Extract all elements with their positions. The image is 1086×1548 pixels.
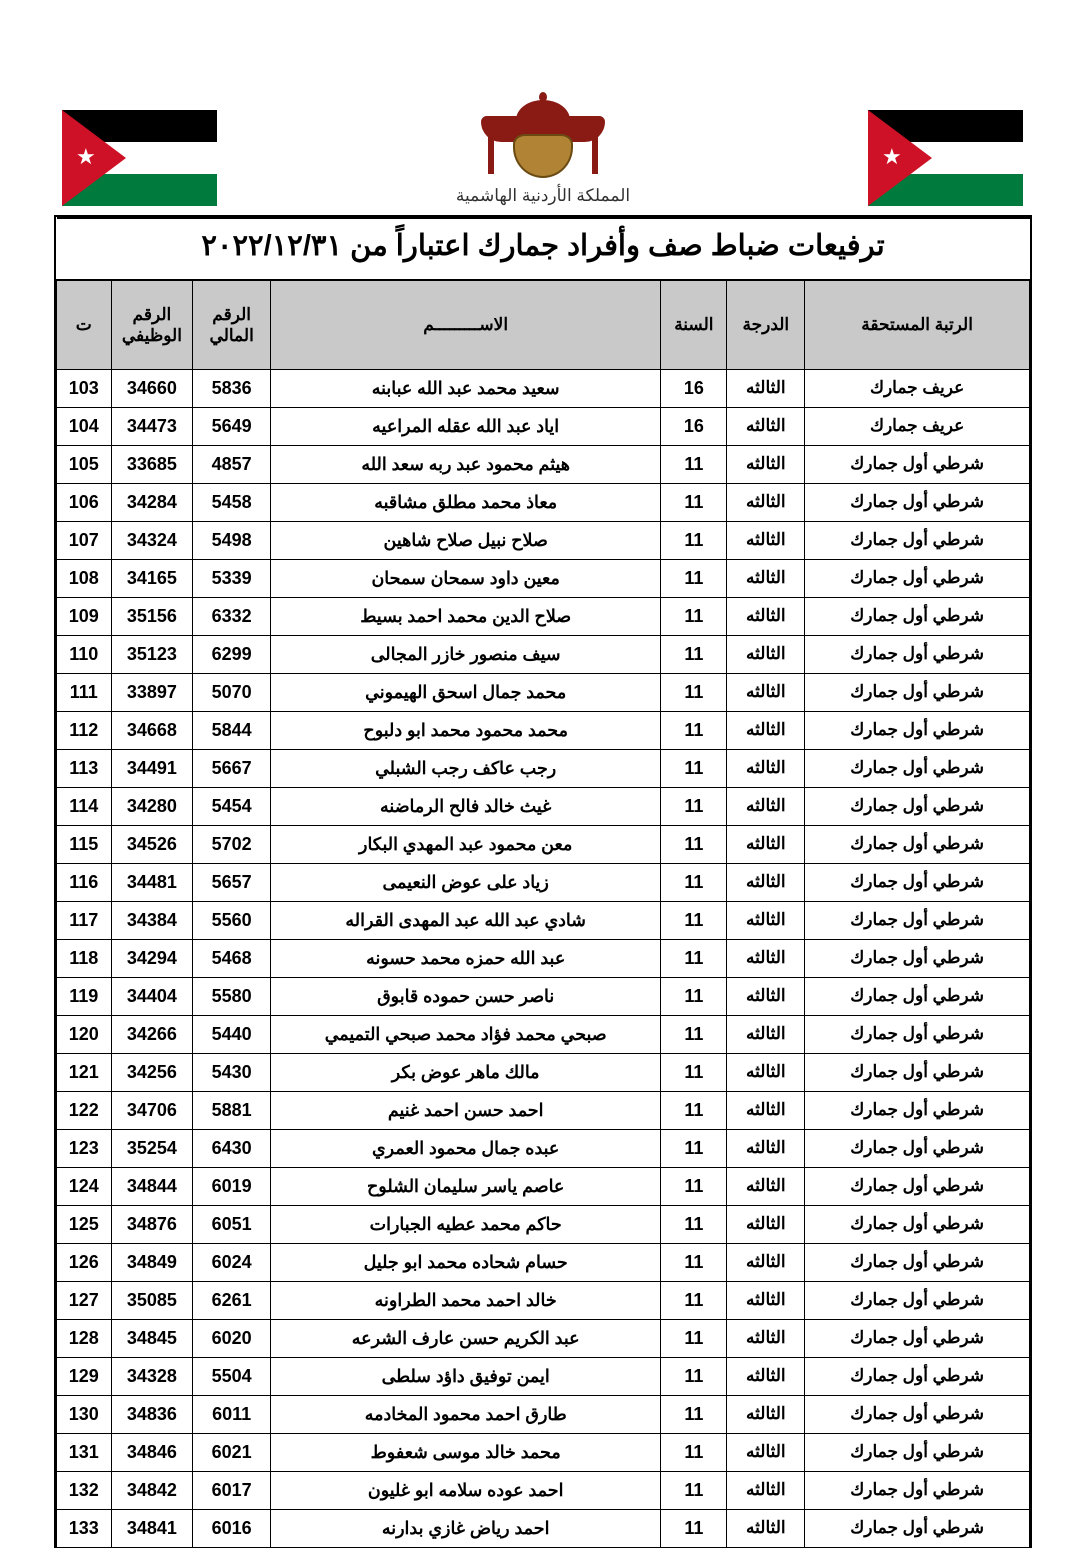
cell-rank: شرطي أول جمارك (805, 636, 1030, 674)
cell-job-number: 34668 (111, 712, 193, 750)
cell-index: 126 (57, 1244, 112, 1282)
cell-name: ايمن توفيق داؤد سلطى (271, 1358, 661, 1396)
column-header-index: ت (57, 280, 112, 370)
cell-financial-number: 6020 (193, 1320, 271, 1358)
cell-index: 114 (57, 788, 112, 826)
cell-financial-number: 6016 (193, 1510, 271, 1548)
cell-name: حسام شحاده محمد ابو جليل (271, 1244, 661, 1282)
cell-grade: الثالثه (727, 560, 805, 598)
cell-job-number: 34481 (111, 864, 193, 902)
cell-index: 107 (57, 522, 112, 560)
cell-grade: الثالثه (727, 408, 805, 446)
cell-grade: الثالثه (727, 522, 805, 560)
cell-grade: الثالثه (727, 636, 805, 674)
cell-job-number: 34328 (111, 1358, 193, 1396)
cell-index: 116 (57, 864, 112, 902)
table-body (57, 370, 1030, 1548)
column-header-name: الاســـــــــم (271, 280, 661, 370)
cell-grade: الثالثه (727, 1510, 805, 1548)
cell-rank: شرطي أول جمارك (805, 1510, 1030, 1548)
cell-job-number: 34473 (111, 408, 193, 446)
table-row (57, 1244, 1030, 1282)
cell-name: غيث خالد فالح الرماضنه (271, 788, 661, 826)
cell-financial-number: 5440 (193, 1016, 271, 1054)
cell-job-number: 34404 (111, 978, 193, 1016)
cell-index: 103 (57, 370, 112, 408)
cell-name: احمد عوده سلامه ابو غليون (271, 1472, 661, 1510)
cell-financial-number: 6051 (193, 1206, 271, 1244)
cell-grade: الثالثه (727, 484, 805, 522)
cell-name: طارق احمد محمود المخادمه (271, 1396, 661, 1434)
table-row (57, 940, 1030, 978)
emblem-script-text: المملكة الأردنية الهاشمية (455, 186, 631, 205)
cell-job-number: 33897 (111, 674, 193, 712)
cell-financial-number: 5070 (193, 674, 271, 712)
cell-job-number: 34266 (111, 1016, 193, 1054)
cell-rank: شرطي أول جمارك (805, 484, 1030, 522)
cell-year: 11 (661, 484, 727, 522)
cell-rank: شرطي أول جمارك (805, 1054, 1030, 1092)
table-row (57, 1396, 1030, 1434)
cell-financial-number: 5504 (193, 1358, 271, 1396)
flag-star-icon: ★ (882, 144, 902, 169)
cell-year: 11 (661, 712, 727, 750)
cell-year: 11 (661, 1282, 727, 1320)
column-header-grade: الدرجة (727, 280, 805, 370)
cell-year: 11 (661, 1244, 727, 1282)
cell-job-number: 35123 (111, 636, 193, 674)
shield-icon (513, 134, 573, 178)
cell-year: 16 (661, 408, 727, 446)
cell-index: 111 (57, 674, 112, 712)
cell-year: 16 (661, 370, 727, 408)
cell-grade: الثالثه (727, 1358, 805, 1396)
cell-rank: شرطي أول جمارك (805, 1092, 1030, 1130)
cell-rank: شرطي أول جمارك (805, 1282, 1030, 1320)
table-row (57, 902, 1030, 940)
cell-name: معاذ محمد مطلق مشاقبه (271, 484, 661, 522)
cell-grade: الثالثه (727, 370, 805, 408)
cell-index: 106 (57, 484, 112, 522)
cell-job-number: 34706 (111, 1092, 193, 1130)
cell-index: 132 (57, 1472, 112, 1510)
cell-year: 11 (661, 598, 727, 636)
cell-index: 115 (57, 826, 112, 864)
cell-index: 118 (57, 940, 112, 978)
cell-year: 11 (661, 1358, 727, 1396)
table-row (57, 1168, 1030, 1206)
table-row (57, 1282, 1030, 1320)
cell-grade: الثالثه (727, 1320, 805, 1358)
cell-year: 11 (661, 864, 727, 902)
cell-index: 127 (57, 1282, 112, 1320)
cell-name: رجب عاكف رجب الشبلي (271, 750, 661, 788)
table-row (57, 1130, 1030, 1168)
cell-job-number: 35254 (111, 1130, 193, 1168)
cell-job-number: 34846 (111, 1434, 193, 1472)
cell-year: 11 (661, 674, 727, 712)
cell-year: 11 (661, 446, 727, 484)
cell-rank: شرطي أول جمارك (805, 712, 1030, 750)
cell-grade: الثالثه (727, 1244, 805, 1282)
table-row (57, 826, 1030, 864)
cell-rank: شرطي أول جمارك (805, 788, 1030, 826)
cell-year: 11 (661, 1510, 727, 1548)
royal-emblem (438, 100, 648, 206)
table-row (57, 636, 1030, 674)
promotions-table (56, 217, 1030, 1548)
table-row (57, 750, 1030, 788)
table-row (57, 674, 1030, 712)
cell-rank: شرطي أول جمارك (805, 1472, 1030, 1510)
table-row (57, 864, 1030, 902)
column-header-year: السنة (661, 280, 727, 370)
cell-year: 11 (661, 1054, 727, 1092)
cell-rank: شرطي أول جمارك (805, 1396, 1030, 1434)
promotions-table-container (54, 215, 1032, 1548)
cell-index: 119 (57, 978, 112, 1016)
table-row (57, 712, 1030, 750)
cell-name: سعيد محمد عبد الله عبابنه (271, 370, 661, 408)
cell-financial-number: 5836 (193, 370, 271, 408)
cell-financial-number: 4857 (193, 446, 271, 484)
cell-financial-number: 5498 (193, 522, 271, 560)
table-row (57, 1472, 1030, 1510)
table-row (57, 1054, 1030, 1092)
cell-financial-number: 5881 (193, 1092, 271, 1130)
table-row (57, 1358, 1030, 1396)
cell-financial-number: 5667 (193, 750, 271, 788)
table-row (57, 484, 1030, 522)
cell-name: اياد عبد الله عقله المراعيه (271, 408, 661, 446)
cell-job-number: 34256 (111, 1054, 193, 1092)
cell-rank: شرطي أول جمارك (805, 674, 1030, 712)
cell-name: شادي عبد الله عبد المهدى القراله (271, 902, 661, 940)
cell-grade: الثالثه (727, 712, 805, 750)
jordan-flag-left-icon (62, 110, 217, 206)
cell-index: 112 (57, 712, 112, 750)
cell-name: عبد الله حمزه محمد حسونه (271, 940, 661, 978)
table-row (57, 1016, 1030, 1054)
cell-index: 125 (57, 1206, 112, 1244)
cell-rank: شرطي أول جمارك (805, 1244, 1030, 1282)
cell-grade: الثالثه (727, 750, 805, 788)
cell-financial-number: 5702 (193, 826, 271, 864)
cell-rank: شرطي أول جمارك (805, 826, 1030, 864)
cell-index: 131 (57, 1434, 112, 1472)
cell-grade: الثالثه (727, 598, 805, 636)
cell-grade: الثالثه (727, 1396, 805, 1434)
cell-year: 11 (661, 902, 727, 940)
document-title-row (57, 218, 1030, 280)
cell-job-number: 34842 (111, 1472, 193, 1510)
cell-financial-number: 5580 (193, 978, 271, 1016)
cell-name: صلاح الدين محمد احمد بسيط (271, 598, 661, 636)
cell-job-number: 35156 (111, 598, 193, 636)
cell-rank: شرطي أول جمارك (805, 864, 1030, 902)
cell-financial-number: 5468 (193, 940, 271, 978)
cell-year: 11 (661, 978, 727, 1016)
cell-name: سيف منصور خازر المجالى (271, 636, 661, 674)
cell-grade: الثالثه (727, 674, 805, 712)
cell-year: 11 (661, 636, 727, 674)
cell-grade: الثالثه (727, 788, 805, 826)
cell-index: 117 (57, 902, 112, 940)
column-header-financial-number: الرقم المالي (193, 280, 271, 370)
table-row (57, 370, 1030, 408)
cell-name: محمد محمود محمد ابو دلبوح (271, 712, 661, 750)
cell-year: 11 (661, 1396, 727, 1434)
cell-grade: الثالثه (727, 1434, 805, 1472)
cell-grade: الثالثه (727, 1472, 805, 1510)
cell-year: 11 (661, 1168, 727, 1206)
cell-job-number: 34324 (111, 522, 193, 560)
cell-name: عبده جمال محمود العمري (271, 1130, 661, 1168)
cell-job-number: 34165 (111, 560, 193, 598)
cell-year: 11 (661, 826, 727, 864)
flag-star-icon: ★ (76, 144, 96, 169)
cell-index: 129 (57, 1358, 112, 1396)
cell-grade: الثالثه (727, 1130, 805, 1168)
cell-grade: الثالثه (727, 1282, 805, 1320)
cell-rank: شرطي أول جمارك (805, 978, 1030, 1016)
cell-financial-number: 5657 (193, 864, 271, 902)
table-row (57, 408, 1030, 446)
cell-rank: شرطي أول جمارك (805, 1434, 1030, 1472)
cell-year: 11 (661, 1016, 727, 1054)
cell-name: هيثم محمود عبد ربه سعد الله (271, 446, 661, 484)
cell-rank: شرطي أول جمارك (805, 902, 1030, 940)
cell-index: 109 (57, 598, 112, 636)
cell-job-number: 34660 (111, 370, 193, 408)
cell-rank: شرطي أول جمارك (805, 1358, 1030, 1396)
table-row (57, 522, 1030, 560)
cell-financial-number: 6011 (193, 1396, 271, 1434)
cell-grade: الثالثه (727, 940, 805, 978)
cell-name: صبحي محمد فؤاد محمد صبحي التميمي (271, 1016, 661, 1054)
cell-financial-number: 6019 (193, 1168, 271, 1206)
cell-grade: الثالثه (727, 1206, 805, 1244)
cell-grade: الثالثه (727, 446, 805, 484)
cell-grade: الثالثه (727, 902, 805, 940)
cell-financial-number: 6299 (193, 636, 271, 674)
cell-job-number: 34841 (111, 1510, 193, 1548)
cell-name: محمد جمال اسحق الهيموني (271, 674, 661, 712)
table-row (57, 1320, 1030, 1358)
cell-year: 11 (661, 750, 727, 788)
cell-rank: عريف جمارك (805, 370, 1030, 408)
cell-job-number: 34284 (111, 484, 193, 522)
table-row (57, 598, 1030, 636)
cell-grade: الثالثه (727, 978, 805, 1016)
cell-job-number: 34876 (111, 1206, 193, 1244)
cell-grade: الثالثه (727, 1092, 805, 1130)
cell-index: 123 (57, 1130, 112, 1168)
cell-year: 11 (661, 940, 727, 978)
cell-financial-number: 5339 (193, 560, 271, 598)
cell-index: 120 (57, 1016, 112, 1054)
cell-index: 124 (57, 1168, 112, 1206)
cell-index: 122 (57, 1092, 112, 1130)
cell-rank: شرطي أول جمارك (805, 1016, 1030, 1054)
cell-rank: شرطي أول جمارك (805, 1206, 1030, 1244)
crown-icon (516, 100, 570, 120)
cell-index: 133 (57, 1510, 112, 1548)
cell-job-number: 34836 (111, 1396, 193, 1434)
cell-job-number: 35085 (111, 1282, 193, 1320)
cell-financial-number: 5560 (193, 902, 271, 940)
cell-index: 128 (57, 1320, 112, 1358)
cell-year: 11 (661, 1434, 727, 1472)
page-title: ترفيعات ضباط صف وأفراد جمارك اعتباراً من ٢٠٢٢/١٢/٣١ (57, 218, 1030, 280)
cell-rank: شرطي أول جمارك (805, 560, 1030, 598)
cell-index: 113 (57, 750, 112, 788)
cell-job-number: 34294 (111, 940, 193, 978)
cell-job-number: 34849 (111, 1244, 193, 1282)
table-row (57, 1206, 1030, 1244)
cell-rank: شرطي أول جمارك (805, 446, 1030, 484)
cell-name: احمد رياض غازي بدارنه (271, 1510, 661, 1548)
cell-name: حاكم محمد عطيه الجبارات (271, 1206, 661, 1244)
cell-name: زياد على عوض النعيمى (271, 864, 661, 902)
table-row (57, 560, 1030, 598)
cell-year: 11 (661, 788, 727, 826)
cell-name: ناصر حسن حموده قابوق (271, 978, 661, 1016)
cell-financial-number: 5458 (193, 484, 271, 522)
cell-rank: شرطي أول جمارك (805, 1168, 1030, 1206)
document-header (0, 0, 1086, 215)
cell-name: معين داود سمحان سمحان (271, 560, 661, 598)
cell-financial-number: 5649 (193, 408, 271, 446)
cell-financial-number: 6024 (193, 1244, 271, 1282)
cell-grade: الثالثه (727, 1016, 805, 1054)
table-row (57, 788, 1030, 826)
cell-financial-number: 6017 (193, 1472, 271, 1510)
cell-rank: عريف جمارك (805, 408, 1030, 446)
cell-financial-number: 6430 (193, 1130, 271, 1168)
cell-year: 11 (661, 1092, 727, 1130)
cell-grade: الثالثه (727, 864, 805, 902)
table-row (57, 446, 1030, 484)
cell-year: 11 (661, 1472, 727, 1510)
cell-financial-number: 5430 (193, 1054, 271, 1092)
cell-index: 104 (57, 408, 112, 446)
cell-job-number: 34845 (111, 1320, 193, 1358)
cell-year: 11 (661, 560, 727, 598)
cell-name: معن محمود عبد المهدي البكار (271, 826, 661, 864)
cell-index: 110 (57, 636, 112, 674)
table-row (57, 1510, 1030, 1548)
cell-rank: شرطي أول جمارك (805, 1320, 1030, 1358)
table-row (57, 978, 1030, 1016)
table-row (57, 1092, 1030, 1130)
table-header-row (57, 280, 1030, 370)
cell-year: 11 (661, 1320, 727, 1358)
cell-name: مالك ماهر عوض بكر (271, 1054, 661, 1092)
jordan-flag-right-icon (868, 110, 1023, 206)
cell-job-number: 34491 (111, 750, 193, 788)
cell-job-number: 34280 (111, 788, 193, 826)
cell-year: 11 (661, 1206, 727, 1244)
cell-name: عاصم ياسر سليمان الشلوح (271, 1168, 661, 1206)
cell-index: 108 (57, 560, 112, 598)
cell-job-number: 34526 (111, 826, 193, 864)
column-header-rank: الرتبة المستحقة (805, 280, 1030, 370)
cell-name: محمد خالد موسى شعفوط (271, 1434, 661, 1472)
cell-rank: شرطي أول جمارك (805, 940, 1030, 978)
cell-financial-number: 6021 (193, 1434, 271, 1472)
cell-financial-number: 5454 (193, 788, 271, 826)
crest-icon (478, 100, 608, 182)
cell-rank: شرطي أول جمارك (805, 750, 1030, 788)
cell-index: 121 (57, 1054, 112, 1092)
cell-rank: شرطي أول جمارك (805, 522, 1030, 560)
cell-grade: الثالثه (727, 1168, 805, 1206)
cell-name: عبد الكريم حسن عارف الشرعه (271, 1320, 661, 1358)
cell-job-number: 34844 (111, 1168, 193, 1206)
cell-name: صلاح نبيل صلاح شاهين (271, 522, 661, 560)
table-row (57, 1434, 1030, 1472)
cell-job-number: 33685 (111, 446, 193, 484)
cell-name: احمد حسن احمد غنيم (271, 1092, 661, 1130)
cell-year: 11 (661, 522, 727, 560)
cell-grade: الثالثه (727, 826, 805, 864)
cell-name: خالد احمد محمد الطراونه (271, 1282, 661, 1320)
cell-grade: الثالثه (727, 1054, 805, 1092)
cell-job-number: 34384 (111, 902, 193, 940)
column-header-job-number: الرقم الوظيفي (111, 280, 193, 370)
cell-index: 130 (57, 1396, 112, 1434)
cell-financial-number: 5844 (193, 712, 271, 750)
cell-year: 11 (661, 1130, 727, 1168)
cell-rank: شرطي أول جمارك (805, 1130, 1030, 1168)
cell-financial-number: 6332 (193, 598, 271, 636)
cell-index: 105 (57, 446, 112, 484)
cell-financial-number: 6261 (193, 1282, 271, 1320)
cell-rank: شرطي أول جمارك (805, 598, 1030, 636)
